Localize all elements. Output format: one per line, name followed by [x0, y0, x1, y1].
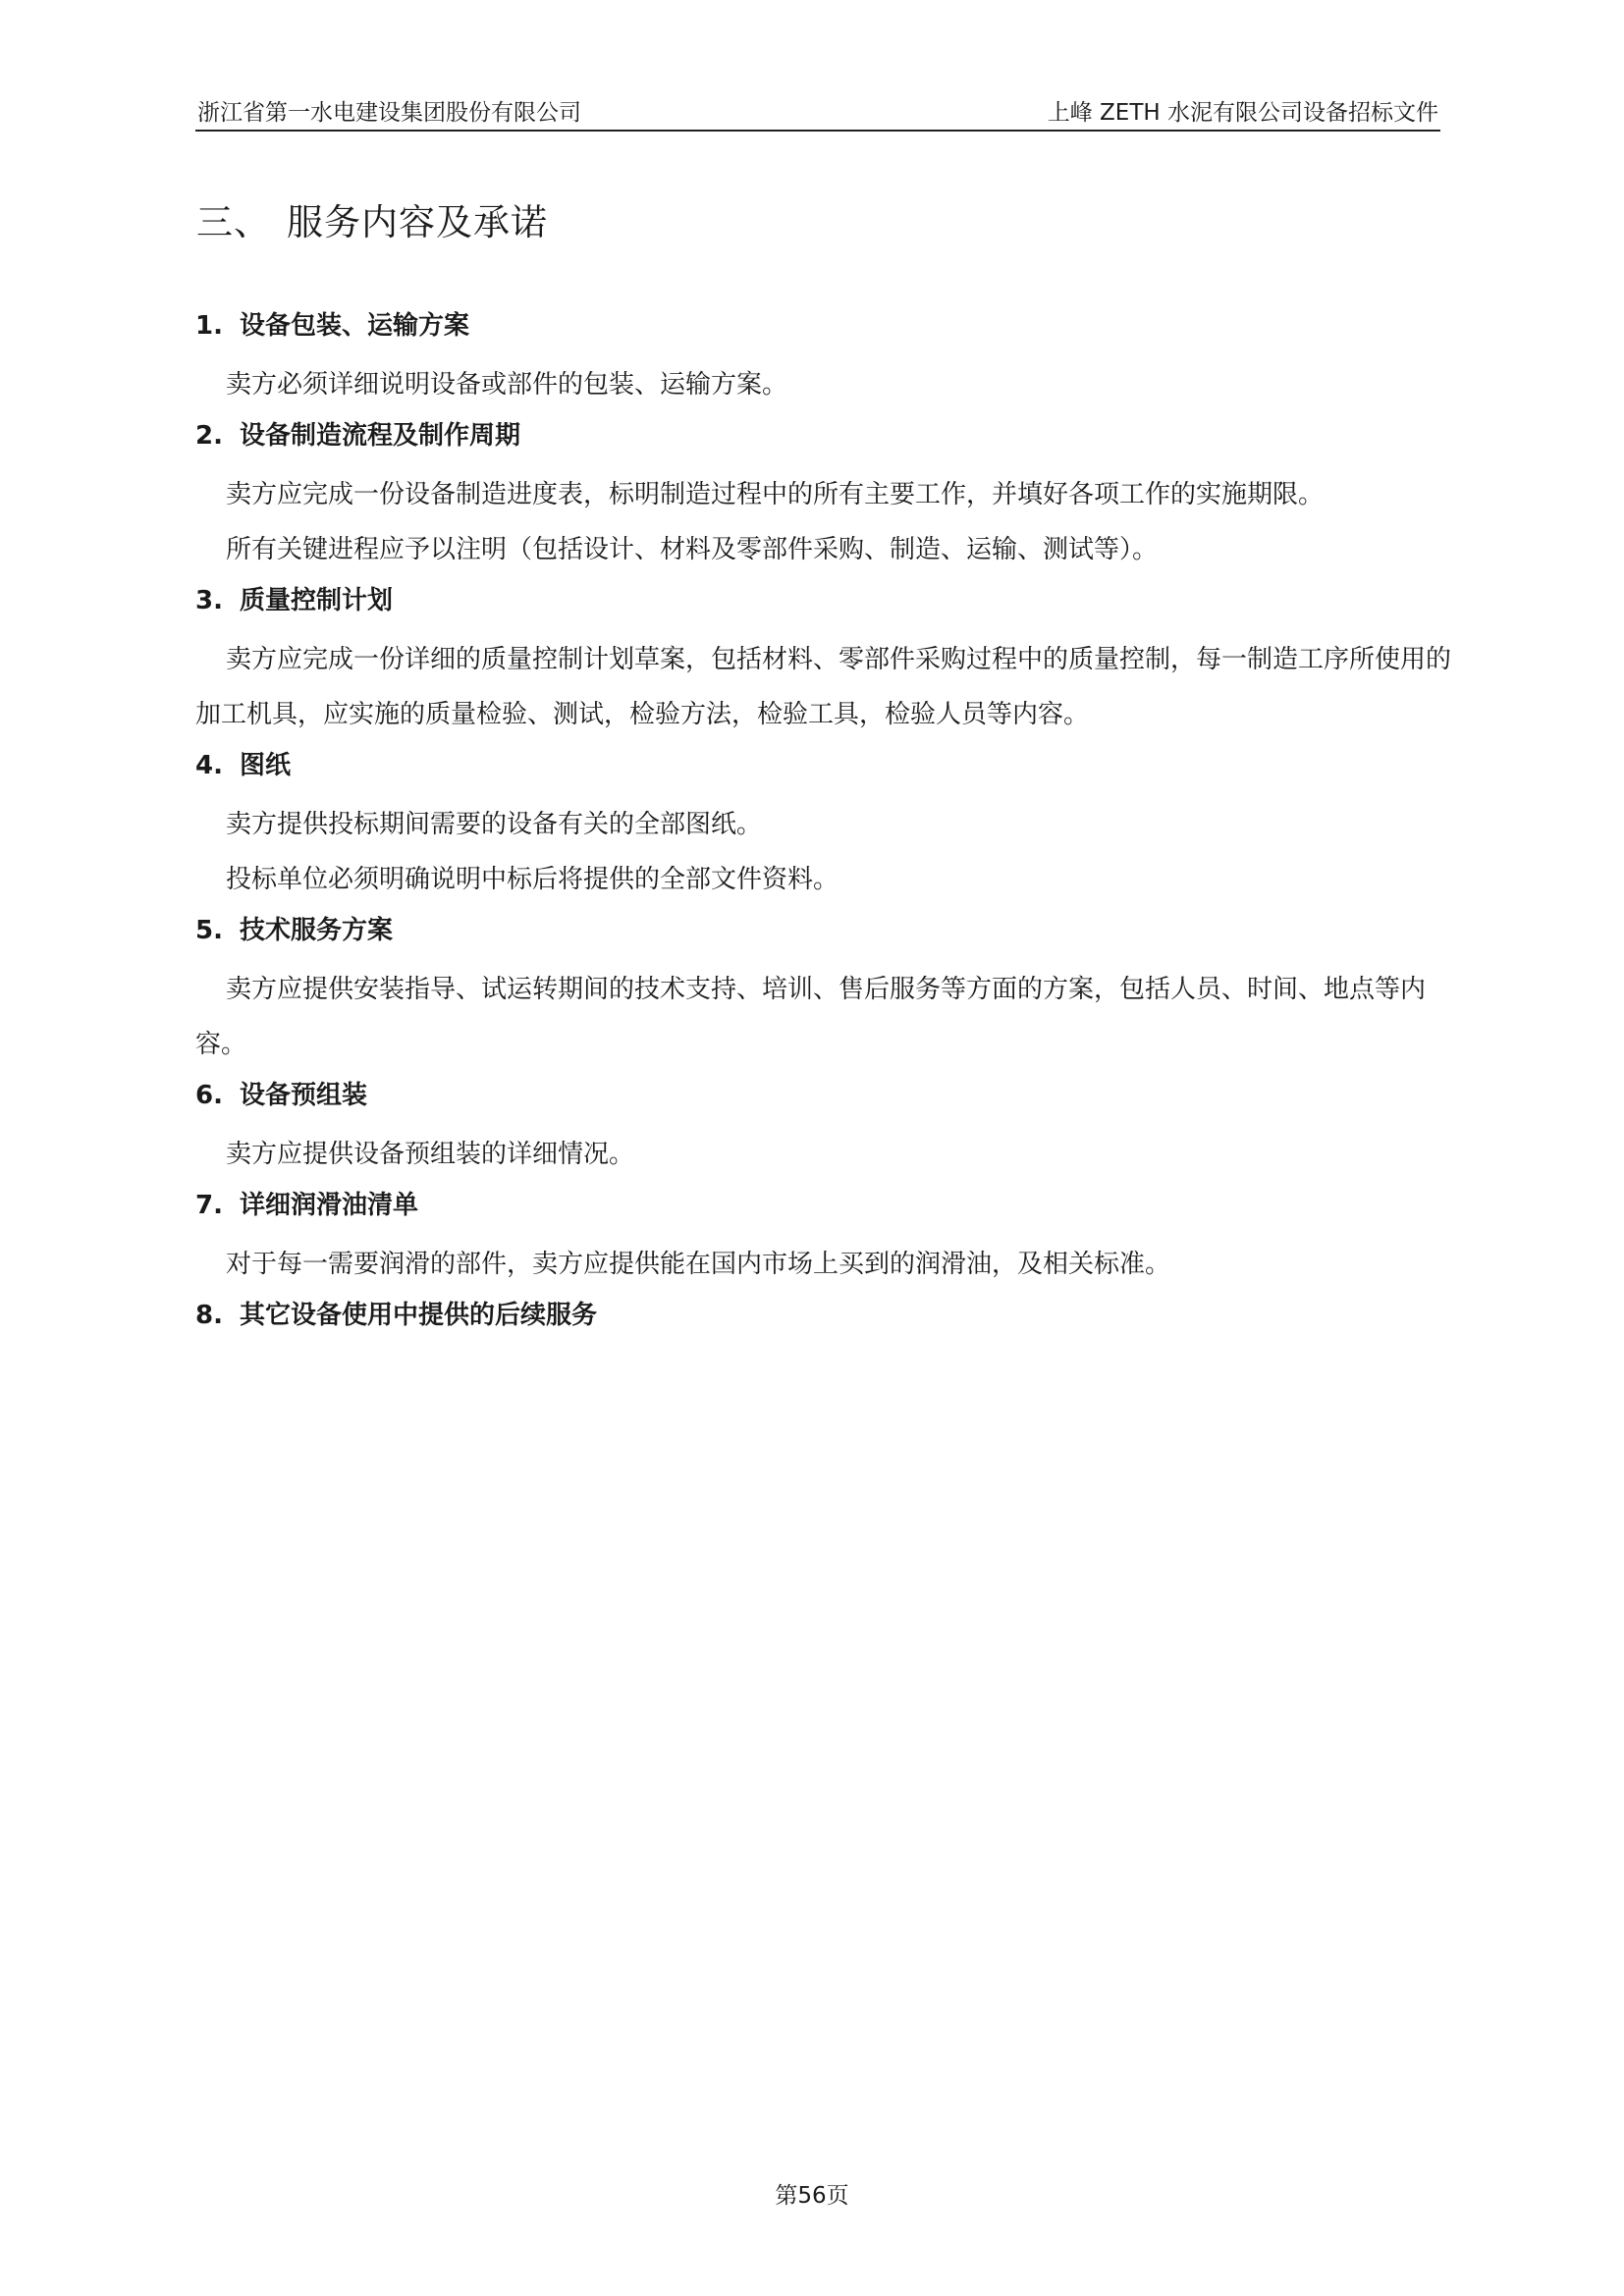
item-heading-text: 设备包装、运输方案	[240, 311, 470, 341]
item-paragraph: 卖方应提供安装指导、试运转期间的技术支持、培训、售后服务等方面的方案，包括人员、时间、地点等内容。	[195, 975, 1427, 1059]
item-heading-text: 详细润滑油清单	[240, 1191, 419, 1220]
item-number: 6.	[195, 1081, 223, 1110]
item-heading	[195, 302, 1462, 357]
item-paragraph: 卖方应完成一份详细的质量控制计划草案，包括材料、零部件采购过程中的质量控制，每一制造工序所使用的加工机具，应实施的质量检验、测试，检验方法，检验工具，检验人员等内容。	[195, 645, 1452, 729]
item-number: 3.	[195, 586, 223, 615]
item-heading-text: 质量控制计划	[240, 586, 394, 615]
item-heading-text: 设备制造流程及制作周期	[240, 421, 521, 451]
header-document-title: 上峰 ZETH 水泥有限公司设备招标文件	[1047, 100, 1438, 126]
item-paragraph: 卖方应完成一份设备制造进度表，标明制造过程中的所有主要工作，并填好各项工作的实施期限。	[226, 480, 1325, 509]
item-technical-service	[195, 907, 1462, 1072]
item-heading-text: 图纸	[240, 751, 292, 780]
item-heading	[195, 1292, 1462, 1347]
section-title-text: 服务内容及承诺	[287, 201, 548, 243]
item-number: 5.	[195, 916, 223, 945]
item-paragraph: 卖方应提供设备预组装的详细情况。	[226, 1140, 635, 1169]
item-manufacturing	[195, 412, 1462, 577]
item-paragraph: 所有关键进程应予以注明（包括设计、材料及零部件采购、制造、运输、测试等）。	[226, 535, 1159, 564]
item-heading	[195, 742, 1462, 797]
item-heading	[195, 907, 1462, 962]
item-heading	[195, 1182, 1462, 1237]
item-heading	[195, 412, 1462, 467]
header-divider	[195, 130, 1440, 132]
item-number: 7.	[195, 1191, 223, 1220]
item-paragraph: 投标单位必须明确说明中标后将提供的全部文件资料。	[226, 865, 839, 894]
header-company: 浙江省第一水电建设集团股份有限公司	[197, 100, 581, 126]
section-content	[195, 302, 1462, 1347]
item-pre-assembly	[195, 1072, 1462, 1182]
item-heading-text: 技术服务方案	[240, 916, 394, 945]
section-number: 三、	[196, 201, 271, 243]
item-after-service	[195, 1292, 1462, 1347]
item-heading	[195, 1072, 1462, 1127]
item-quality-control	[195, 577, 1462, 742]
item-number: 4.	[195, 751, 223, 780]
item-paragraph: 卖方提供投标期间需要的设备有关的全部图纸。	[226, 810, 763, 839]
page-footer	[0, 2177, 1624, 2210]
item-heading-text: 设备预组装	[240, 1081, 368, 1110]
item-lubricant-list	[195, 1182, 1462, 1292]
item-number: 8.	[195, 1301, 223, 1330]
section-title	[196, 192, 548, 245]
item-paragraph: 卖方必须详细说明设备或部件的包装、运输方案。	[226, 370, 788, 400]
item-drawings	[195, 742, 1462, 907]
item-number: 1.	[195, 311, 223, 341]
page-header	[195, 90, 1440, 130]
item-packaging	[195, 302, 1462, 412]
item-number: 2.	[195, 421, 223, 451]
item-heading	[195, 577, 1462, 632]
page-number: 第56页	[775, 2183, 849, 2209]
item-heading-text: 其它设备使用中提供的后续服务	[240, 1301, 598, 1330]
item-paragraph: 对于每一需要润滑的部件，卖方应提供能在国内市场上买到的润滑油，及相关标准。	[226, 1250, 1171, 1279]
